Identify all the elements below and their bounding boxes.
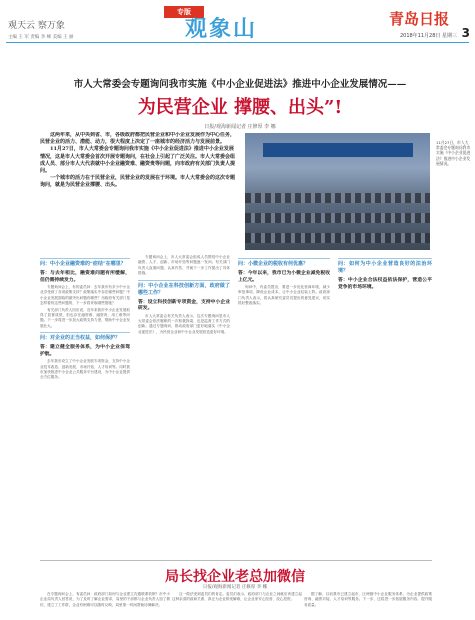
meeting-photo	[245, 133, 430, 250]
bottom-article-byline: 日报/观海新闻记者 庄修厚 李 娜	[202, 585, 268, 590]
photo-row	[245, 193, 430, 203]
lead-paragraph: 11月27日，市人大常委会专题询问我市实施《中小企业促进法》推进中小企业发展情况，这是市人大常委会首次开展专题询问，在社会上引起了广泛关注。市人大常委会组成人员、部分市人大代表就中小企业融资难、融资贵等问题，向市政府有关部门负责人提问。	[40, 146, 236, 175]
qa-answer: 答：设立科技创新专项资金，支持中小企业研发。	[138, 298, 230, 312]
article-title: 为民营企业 撑腰、出头”!	[137, 97, 343, 118]
body-paragraph: 有关部门负责人回应说，近年来我市中小企业发展取得了显著成绩，但也存在融资难、融资贵、用工难等问题。下一步将进一步加大政策支持力度，帮助中小企业发展壮大。	[40, 307, 130, 328]
qa-answer: 答：建立健全服务体系，为中小企业保驾护航。	[40, 344, 130, 357]
masthead-rule	[6, 42, 469, 43]
bottom-article-title: 局长找企业老总加微信	[165, 569, 305, 585]
body-paragraph: 专题询问会上，市人大常委会组成人员围绕中小企业融资、人才、创新、市场开拓等问题逐一发问。有关部门负责人直面问题，认真作答，并就下一步工作提出了具体措施。	[138, 255, 230, 276]
body-paragraph: 据了解，目前我市已建立起市、区两级中小企业服务体系，为企业提供政策咨询、融资对接、人才培训等服务。下一步，还将进一步拓展服务内容，提升服务质量。	[304, 592, 432, 607]
article-byline: 日报/观海新闻记者 庄修厚 李 娜	[204, 124, 276, 130]
text-column-2	[138, 255, 230, 555]
text-column-4	[338, 255, 432, 555]
qa-question: 问：如何为中小企业营造良好的法治环境？	[338, 258, 432, 275]
body-paragraph: 这一做法受到委员们的肯定。委员们表示，政府部门与企业之间就应该建立起这种亲清的政商关系，真正为企业排忧解难，让企业家安心经营、放心投资。	[172, 592, 302, 602]
lead-paragraph: 这两年来，从中央到省、市，各级政府都把民营企业和中小企业发展作为中心任务，民营企业的活力、潜能、动力，很大程度上决定了一座城市的经济活力与发展前景。	[40, 132, 236, 146]
staff-line: 主编 王 军 责编 李 峰 美编 王 丽	[8, 35, 74, 40]
photo-banner	[263, 143, 413, 157]
body-paragraph: 市人大常委会有关负责人表示，这次专题询问是市人大常委会依法履职的一次积极探索，也是监督工作方式的创新。通过专题询问，推动政府部门更好地落实《中小企业促进法》，为民营企业和中小企业发展营造更好环境。	[138, 313, 230, 334]
photo-row	[245, 213, 430, 223]
bottom-column-2	[172, 592, 302, 618]
masthead	[0, 0, 475, 40]
body-paragraph: 去年我市设立了中小企业发展专项资金，支持中小企业技术改造、创新发展、市场开拓、人才培训等。同时我市加快推进中小企业公共服务平台建设，为中小企业提供全方位服务。	[40, 359, 130, 380]
section-tag: 专版	[164, 6, 204, 18]
photo-row	[245, 233, 430, 243]
qa-question: 问：小微企业的税收有何优惠？	[238, 258, 330, 268]
headline-block	[40, 76, 440, 130]
text-column-1	[40, 255, 130, 555]
newspaper-logo: 青岛日报	[388, 10, 449, 28]
issue-date: 2018年11月28日 星期三	[399, 33, 457, 39]
body-paragraph: 在专题询问会上，有委员问：政府部门如何与企业建立沟通联系机制？市中小企业局负责人回答说，为了及时了解企业需求，局里的干部都与企业负责人加了微信，建立了工作群，企业有困难可以随时反映，局里第一时间帮助协调解决。	[40, 592, 170, 607]
section-divider	[40, 560, 432, 561]
qa-answer: 答：中小企业合法权益依法保护，营造公平竞争的市场环境。	[338, 277, 432, 290]
photo-caption: 11月27日，市人大常委会专题询问我市实施《中小企业促进法》推进中小企业发展情况。	[436, 140, 471, 166]
qa-question: 问：中小企业在科技创新方面，政府做了哪些工作？	[138, 280, 230, 297]
lead-paragraph: 一个城市的活力在于民营企业，民营企业的发展在于环境。市人大常委会的这次专题询问，就是为民营企业撑腰、出头。	[40, 175, 236, 189]
bottom-column-3	[304, 592, 432, 618]
section-name: 观象山	[185, 17, 258, 42]
body-paragraph: 询问中，有委员提出，要进一步优化营商环境，减少审批事项，降低企业成本，让中小企业轻装上阵。政府部门负责人表示，将认真研究委员们提出的意见建议，切实抓好整改落实。	[238, 285, 330, 306]
qa-answer: 答：与去年相比，融资难问题有所缓解，但仍需持续发力。	[40, 270, 130, 283]
body-paragraph: 专题询问会上，有的委员问：去年我市有多少中小企业享受到了各项政策支持？政策落实中存在哪些问题？中小企业发展面临的最突出问题有哪些？市政府有关部门是怎样看待这些问题的，下一步将采取哪些措施？	[40, 285, 130, 306]
qa-question: 问：对企业的正当权益，如何保护？	[40, 332, 130, 342]
article-lead	[40, 132, 238, 250]
qa-answer: 答：今年以来，我市已为小微企业减免税收上亿元。	[238, 270, 330, 283]
qa-question: 问：中小企业融资难的“症结”在哪里？	[40, 258, 130, 268]
bottom-column-1	[40, 592, 170, 618]
text-column-3	[238, 255, 330, 555]
masthead-kicker: 观天云 察万象	[8, 21, 65, 31]
page-number: 3	[461, 26, 470, 40]
article-pretitle: 市人大常委会专题询问我市实施《中小企业促进法》推进中小企业发展情况——	[73, 79, 407, 90]
